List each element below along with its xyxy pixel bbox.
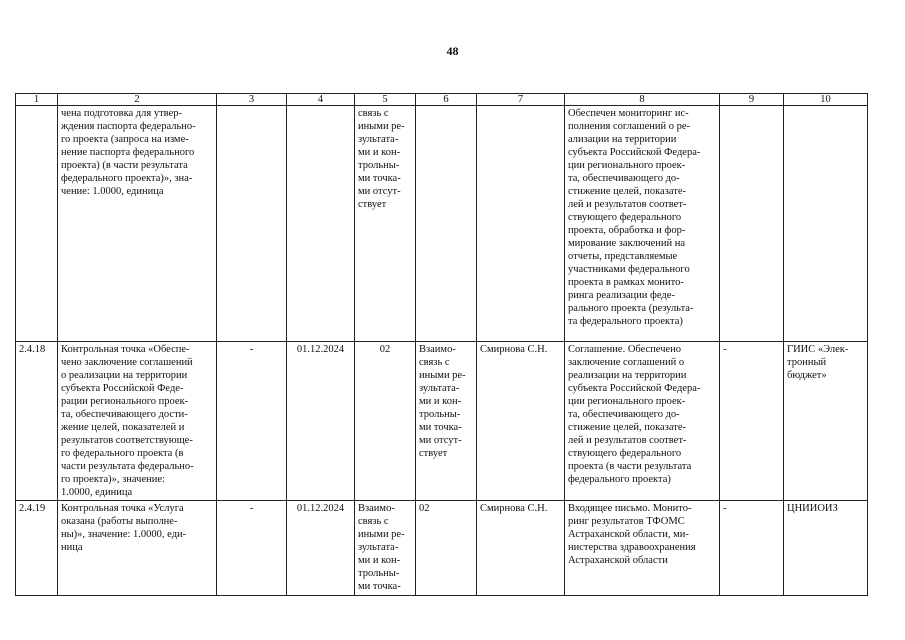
cell-col9: - [720,501,784,596]
column-header: 10 [784,94,868,106]
column-header: 6 [416,94,477,106]
cell-system: ЦНИИОИЗ [784,501,868,596]
column-header: 3 [217,94,287,106]
cell-col6: Взаимо- связь с иными ре- зультата- ми и кон- трольны- ми точка- ми отсут- ствует [416,342,477,501]
cell-number: 2.4.19 [16,501,58,596]
plan-table [15,93,868,596]
table-row [16,501,868,596]
cell-col5: связь с иными ре- зультата- ми и кон- трольны- ми точка- ми отсут- ствует [355,106,416,342]
cell-number [16,106,58,342]
column-header: 9 [720,94,784,106]
cell-document: Входящее письмо. Монито- ринг результатов ТФОМС Астраханской области, ми- нистерства здравоохранения Астраханской области [565,501,720,596]
cell-responsible: Смирнова С.Н. [477,501,565,596]
column-header: 2 [58,94,217,106]
cell-col6 [416,106,477,342]
header-row [16,94,868,106]
cell-system: ГИИС «Элек- тронный бюджет» [784,342,868,501]
cell-col5: 02 [355,342,416,501]
table-row [16,106,868,342]
cell-number: 2.4.18 [16,342,58,501]
cell-col5: Взаимо- связь с иными ре- зультата- ми и кон- трольны- ми точка- [355,501,416,596]
cell-document: Соглашение. Обеспечено заключение соглашений о реализации на территории субъекта Российской Федера- ции регионального проек- та, обеспечивающего до- стижение целей, показате- лей и результатов соответ- ствующего федерального проекта (в части результата федерального проекта) [565,342,720,501]
cell-date: 01.12.2024 [287,501,355,596]
cell-date [287,106,355,342]
column-header: 4 [287,94,355,106]
column-header: 8 [565,94,720,106]
column-header: 1 [16,94,58,106]
cell-col3: - [217,501,287,596]
cell-col9 [720,106,784,342]
column-header: 5 [355,94,416,106]
cell-col3: - [217,342,287,501]
cell-description: чена подготовка для утвер- ждения паспорта федерально- го проекта (запроса на изме- нение паспорта федерального проекта) (в части результата федерального проекта)», зна- чение: 1.0000, единица [58,106,217,342]
cell-responsible: Смирнова С.Н. [477,342,565,501]
page-number: 48 [446,44,459,58]
cell-description: Контрольная точка «Обеспе- чено заключение соглашений о реализации на территории субъекта Российской Феде- рации регионального проек- та, обеспечивающего дости- жение целей, показателей и результатов соответствующе- го федерального проекта (в части результата федерально- го проекта)», значение: 1.0000, единица [58,342,217,501]
cell-document: Обеспечен мониторинг ис- полнения соглашений о ре- ализации на территории субъекта Российской Федера- ции регионального проек- та, обеспечивающего до- стижение целей, показате- лей и результатов соответ- ствующего федерального проекта, обработка и фор- мирование заключений на отчеты, представляемые участниками федерального проекта в рамках монито- ринга реализации феде- рального проекта (результа- та федерального проекта) [565,106,720,342]
cell-date: 01.12.2024 [287,342,355,501]
cell-col6: 02 [416,501,477,596]
cell-col9: - [720,342,784,501]
cell-system [784,106,868,342]
cell-responsible [477,106,565,342]
table-row [16,342,868,501]
cell-col3 [217,106,287,342]
column-header: 7 [477,94,565,106]
cell-description: Контрольная точка «Услуга оказана (работы выполне- ны)», значение: 1.0000, еди- ница [58,501,217,596]
